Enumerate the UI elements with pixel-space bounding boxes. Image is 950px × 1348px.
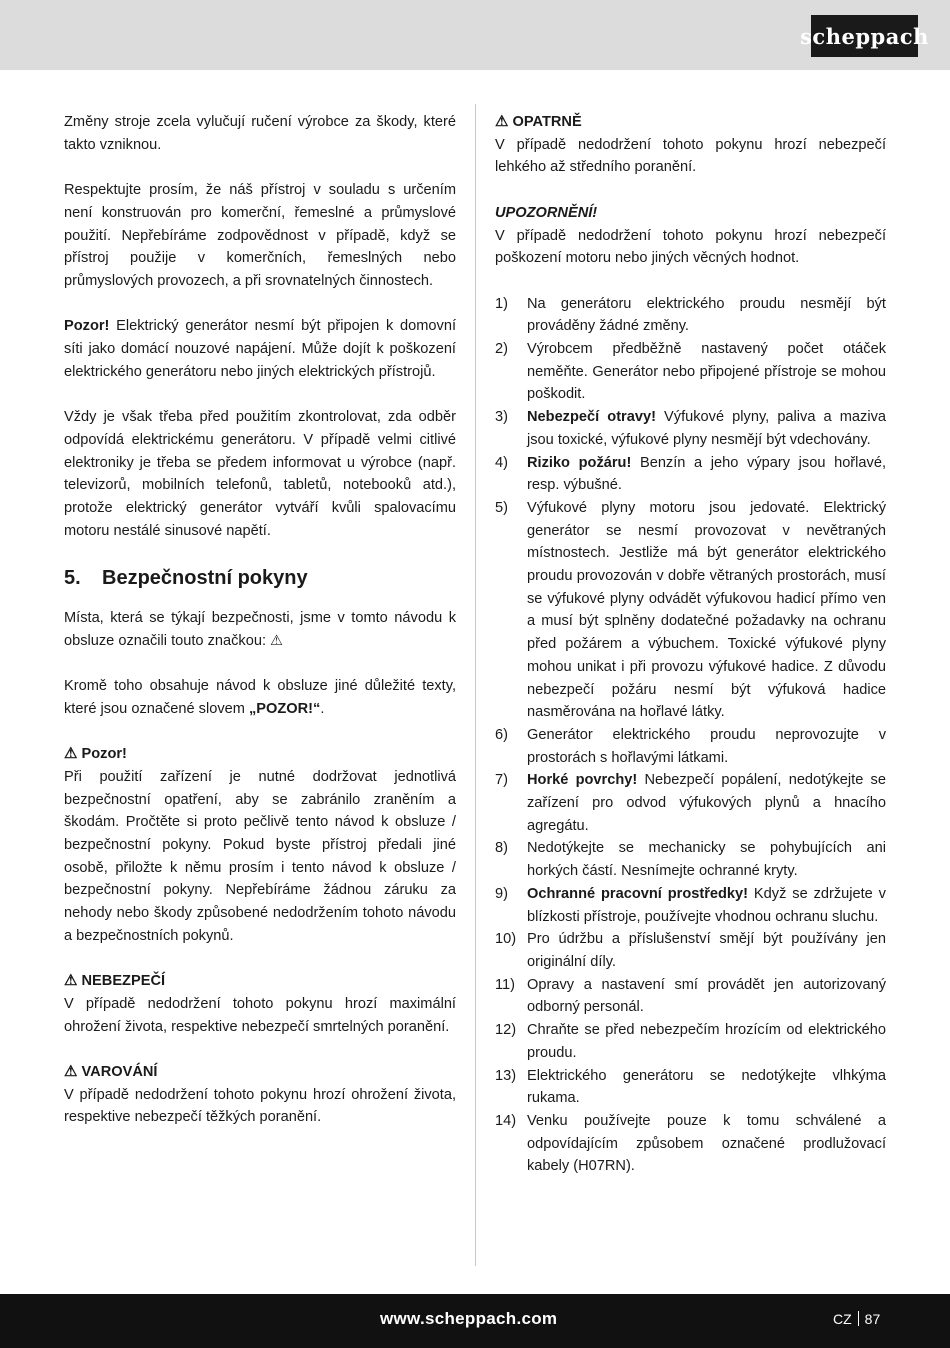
list-item: [495, 724, 886, 769]
list-item: [495, 1065, 886, 1110]
warning-heading: [64, 1061, 456, 1084]
danger-title: NEBEZPEČÍ: [81, 973, 166, 990]
grid-warning-text: Elektrický generátor nesmí být připojen k domovní síti jako domácí nouzové napájení. Může dojít k poškození elektrického generátoru nebo jiných elektrických přístrojů.: [64, 318, 456, 380]
item-body: Nebezpečí popálení, nedotýkejte se zařízení pro odvod výfukových plynů a hnacího agregátu.: [527, 772, 886, 834]
item-number: 10): [495, 931, 517, 948]
list-item: [495, 883, 886, 928]
pozor-title: Pozor!: [81, 746, 127, 763]
pozor-word-end: .: [320, 700, 325, 717]
item-text: [527, 837, 886, 882]
scheppach-logo: scheppach: [811, 15, 918, 57]
item-bold: Nebezpečí otravy!: [527, 409, 656, 426]
item-number: 4): [495, 454, 508, 471]
item-text: [527, 293, 886, 338]
danger-block: [64, 970, 456, 1038]
item-number: 3): [495, 409, 508, 426]
pozor-text: Při použití zařízení je nutné dodržovat jednotlivá bezpečnostní opatření, aby se zabránilo zraněním a škodám. Pročtěte si proto pečlivě tento návod k obsluze / bezpečnostní pokyny. Pokud byste přístroj předali jiné osobě, přiložte k němu prosím i tento návod k obsluze / bezpečnostní pokyny. Nepřebíráme žádnou záruku za nehody nebo škody způsobené nedodržením tohoto návodu a bezpečnostních pokynů.: [64, 768, 456, 944]
item-bold: Horké povrchy!: [527, 772, 638, 789]
item-bold: Riziko požáru!: [527, 454, 632, 471]
column-divider: [475, 104, 476, 1266]
item-number: 8): [495, 840, 508, 857]
section-number: 5.: [64, 567, 81, 589]
list-item: [495, 928, 886, 973]
list-item: [495, 497, 886, 724]
list-item: [495, 1110, 886, 1178]
paragraph-safety-sign: Místa, která se týkají bezpečnosti, jsme v tomto návodu k obsluze označili touto značkou: ⚠: [64, 610, 456, 649]
item-text: [527, 724, 886, 769]
list-item: [495, 338, 886, 406]
item-body: Opravy a nastavení smí provádět jen autorizovaný odborný personál.: [527, 976, 886, 1016]
pozor-word-text: Kromě toho obsahuje návod k obsluze jiné důležité texty, které jsou označené slovem: [64, 678, 456, 717]
website-link[interactable]: www.scheppach.com: [380, 1309, 558, 1328]
pozor-heading: [64, 743, 456, 766]
pozor-label: Pozor!: [64, 318, 110, 335]
list-item: [495, 1019, 886, 1064]
item-body: Když se zdržujete v blízkosti přístroje, používejte vhodnou ochranu sluchu.: [527, 885, 886, 925]
caution-heading: [495, 111, 886, 134]
item-body: Generátor elektrického proudu neprovozujte v prostorách s hořlavými látkami.: [527, 726, 886, 766]
list-item: [495, 974, 886, 1019]
item-body: Benzín a jeho výpary jsou hořlavé, resp. výbušné.: [527, 454, 886, 494]
language-code: CZ: [833, 1311, 852, 1327]
item-body: Venku používejte pouze k tomu schválené a odpovídajícím způsobem označené prodlužovací kabely (H07RN).: [527, 1112, 886, 1175]
item-bold: Ochranné pracovní prostředky!: [527, 885, 749, 902]
section-title: Bezpečnostní pokyny: [102, 567, 308, 589]
item-text: [527, 1110, 886, 1178]
item-number: 6): [495, 726, 508, 743]
item-text: [527, 1065, 886, 1110]
item-number: 7): [495, 772, 508, 789]
list-item: [495, 837, 886, 882]
page-number: 87: [864, 1311, 881, 1327]
warning-text: V případě nedodržení tohoto pokynu hrozí ohrožení života, respektive nebezpečí těžkých poranění.: [64, 1086, 456, 1126]
item-number: 2): [495, 341, 508, 357]
item-text: [527, 974, 886, 1019]
item-text: [527, 452, 886, 497]
item-number: 14): [495, 1112, 517, 1129]
list-item: [495, 452, 886, 497]
section-heading: [64, 565, 456, 591]
notice-text: V případě nedodržení tohoto pokynu hrozí nebezpečí poškození motoru nebo jiných věcných hodnot.: [495, 227, 886, 267]
item-number: 12): [495, 1022, 517, 1039]
item-body: Pro údržbu a příslušenství smějí být používány jen originální díly.: [527, 931, 886, 970]
page-separator: [858, 1311, 859, 1326]
item-number: 1): [495, 295, 508, 312]
safety-list: [495, 293, 886, 1178]
warning-block: [64, 1061, 456, 1129]
warning-triangle-icon: ⚠: [64, 745, 78, 763]
item-body: Výfukové plyny motoru jsou jedovaté. Elektrický generátor se nesmí provozovat v nevětraných místnostech. Jestliže má být generátor elektrického proudu provozován v dobře větraných prostorách, musí se výfukové plyny odvádět výfukovou hadicí přímo ven a musí být splněny dodatečné požadavky na ochranu před požárem a výbuchem. Toxické výfukové plyny mohou unikat i při provozu výfukové hadice. Z důvodu nebezpečí požáru nesmí být výfuková hadice nasměrována na hořlavé látky.: [527, 499, 886, 721]
list-item: [495, 769, 886, 837]
item-body: Elektrického generátoru se nedotýkejte vlhkýma rukama.: [527, 1067, 886, 1107]
paragraph-grid-warning: [64, 315, 456, 383]
item-text: [527, 1019, 886, 1064]
pozor-word-quoted: „POZOR!“: [248, 700, 321, 717]
caution-block: [495, 111, 886, 179]
item-number: 9): [495, 885, 508, 902]
right-column: [495, 111, 886, 1178]
item-body: Výrobcem předběžně nastavený počet otáček neměňte. Generátor nebo připojené přístroje se mohou poškodit.: [527, 341, 886, 403]
warning-triangle-icon: ⚠: [495, 113, 509, 130]
paragraph-pozor-word: [64, 675, 456, 720]
pozor-block: [64, 743, 456, 947]
list-item: [495, 406, 886, 451]
item-body: Výfukové plyny, paliva a maziva jsou toxické, výfukové plyny nesmějí být vdechovány.: [527, 409, 886, 448]
danger-text: V případě nedodržení tohoto pokynu hrozí maximální ohrožení života, respektive nebezpečí smrtelných poranění.: [64, 995, 456, 1035]
item-text: [527, 883, 886, 928]
item-text: [527, 497, 886, 724]
item-text: [527, 338, 886, 406]
warning-triangle-icon: ⚠: [64, 972, 78, 990]
notice-block: [495, 202, 886, 270]
page-indicator: [833, 1311, 880, 1327]
item-text: [527, 928, 886, 973]
warning-triangle-icon: ⚠: [64, 1063, 78, 1080]
footer-bar: [0, 1294, 950, 1348]
paragraph-intended-use: Respektujte prosím, že náš přístroj v souladu s určením není konstruován pro komerční, řemeslné a průmyslové použití. Nepřebíráme zodpovědnost v případě, když se přístroj použije v komerčních, řemeslných nebo průmyslových provozech, a při srovnatelných činnostech.: [64, 182, 456, 289]
warning-title: VAROVÁNÍ: [81, 1064, 158, 1080]
item-text: [527, 406, 886, 451]
item-number: 11): [495, 976, 516, 993]
item-number: 5): [495, 499, 508, 516]
caution-title: OPATRNĚ: [512, 114, 582, 130]
danger-heading: [64, 970, 456, 993]
item-body: Nedotýkejte se mechanicky se pohybujících ani horkých částí. Nesnímejte ochranné kryty.: [527, 840, 886, 880]
paragraph-liability: Změny stroje zcela vylučují ručení výrobce za škody, které takto vzniknou.: [64, 114, 456, 153]
item-body: Chraňte se před nebezpečím hrozícím od elektrického proudu.: [527, 1022, 886, 1061]
item-number: 13): [495, 1067, 517, 1084]
caution-text: V případě nedodržení tohoto pokynu hrozí nebezpečí lehkého až středního poranění.: [495, 136, 886, 176]
item-body: Na generátoru elektrického proudu nesmějí být prováděny žádné změny.: [527, 295, 886, 335]
item-text: [527, 769, 886, 837]
left-column: [64, 111, 456, 1152]
list-item: [495, 293, 886, 338]
notice-title: UPOZORNĚNÍ!: [495, 204, 598, 221]
paragraph-electronics: Vždy je však třeba před použitím zkontrolovat, zda odběr odpovídá elektrickému generátoru. V případě velmi citlivé elektroniky je třeba se předem informovat u výrobce (např. televizorů, mobilních telefonů, tabletů, notebooků atd.), protože elektrický generátor vytváří kvůli spalovacímu motoru nestálé sinusové napětí.: [64, 409, 456, 539]
